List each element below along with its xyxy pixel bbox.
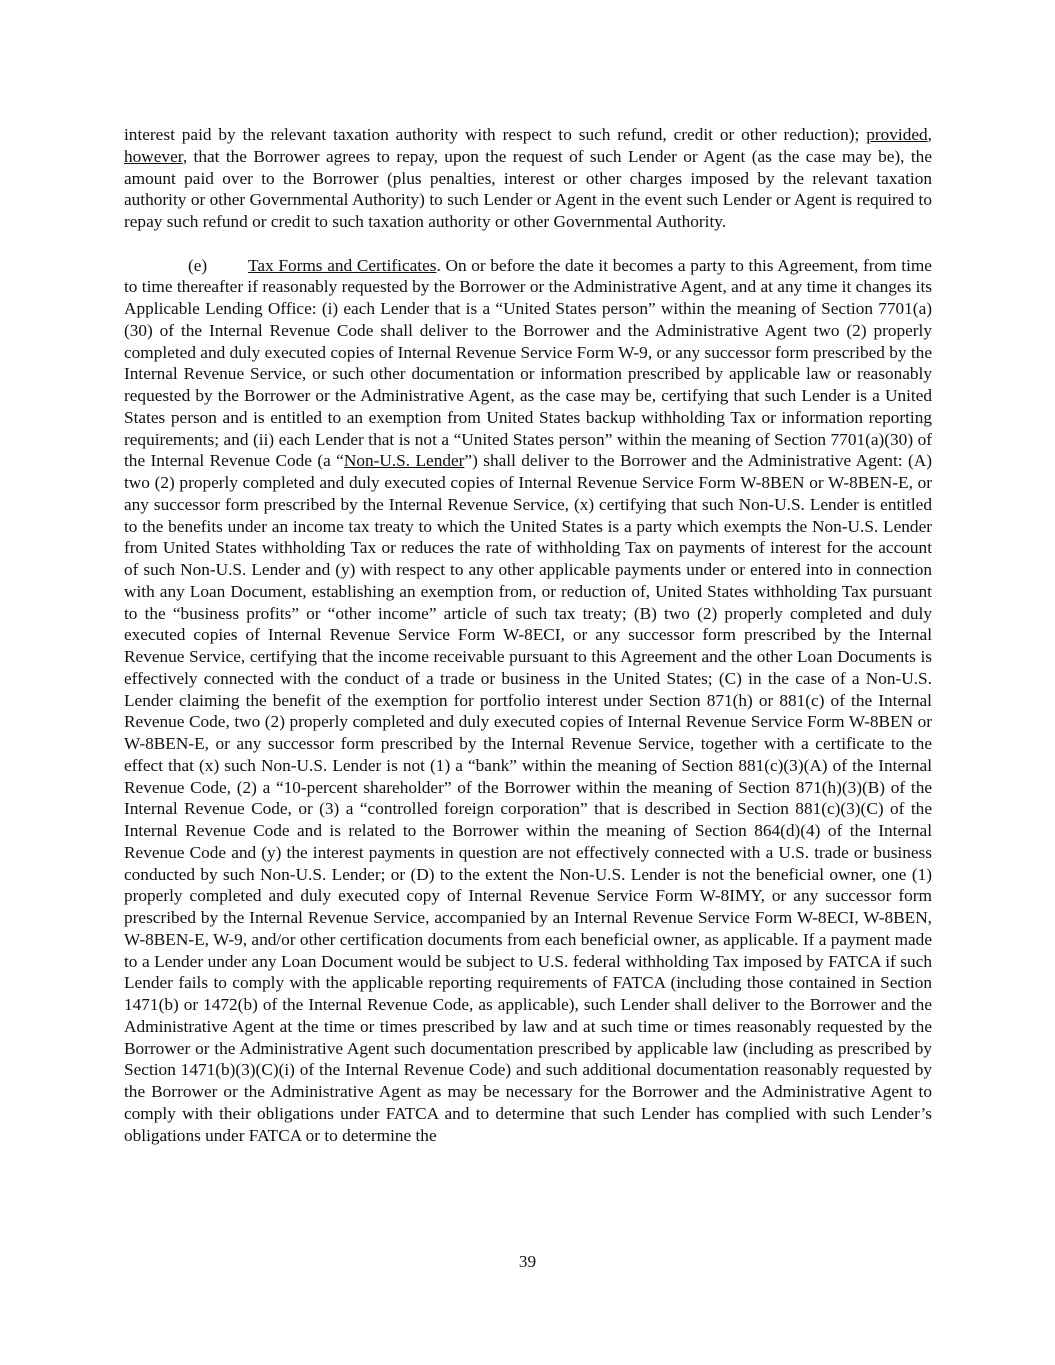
provided-term: provided	[866, 125, 928, 144]
continued-paragraph	[124, 124, 932, 233]
page-number: 39	[518, 1252, 537, 1271]
section-e-heading: Tax Forms and Certificates	[248, 255, 437, 275]
section-e-text-1: . On or before the date it becomes a party to this Agreement, from time to time thereafter if reasonably requested by the Borrower or the Administrative Agent, and at any time it changes its Applicable Lending Office: (i) each Lender that is a “United States person” within the meaning of Section 7701(a)(30) of the Internal Revenue Code shall deliver to the Borrower and the Administrative Agent two (2) properly completed and duly executed copies of Internal Revenue Service Form W-9, or any successor form prescribed by the Internal Revenue Service, or such other documentation or information prescribed by applicable law or reasonably requested by the Borrower or the Administrative Agent, as the case may be, certifying that such Lender is a United States person and is entitled to an exemption from United States backup withholding Tax or information reporting requirements; and (ii) each Lender that is not a “United States person” within the meaning of Section 7701(a)(30) of the Internal Revenue Code (a “	[124, 255, 932, 471]
continued-text-1: interest paid by the relevant taxation authority with respect to such refund, credit or other reduction);	[124, 125, 867, 144]
section-e-enumerator: (e)	[188, 255, 208, 275]
section-e-text-2: ”) shall deliver to the Borrower and the Administrative Agent: (A) two (2) properly completed and duly executed copies of Internal Revenue Service Form W-8BEN or W-8BEN-E, or any successor form prescribed by the Internal Revenue Service, (x) certifying that such Non-U.S. Lender is entitled to the benefits under an income tax treaty to which the United States is a party which exempts the Non-U.S. Lender from United States withholding Tax or reduces the rate of withholding Tax on payments of interest for the account of such Non-U.S. Lender and (y) with respect to any other applicable payments under or entered into in connection with any Loan Document, establishing an exemption from, or reduction of, United States withholding Tax pursuant to the “business profits” or “other income” article of such tax treaty; (B) two (2) properly completed and duly executed copies of Internal Revenue Service Form W-8ECI, or any successor form prescribed by the Internal Revenue Service, certifying that the income receivable pursuant to this Agreement and the other Loan Documents is effectively connected with the conduct of a trade or business in the United States; (C) in the case of a Non-U.S. Lender claiming the benefit of the exemption for portfolio interest under Section 871(h) or 881(c) of the Internal Revenue Code, two (2) properly completed and duly executed copies of Internal Revenue Service Form W-8BEN or W-8BEN-E, or any successor form prescribed by the Internal Revenue Service, together with a certificate to the effect that (x) such Non-U.S. Lender is not (1) a “bank” within the meaning of Section 881(c)(3)(A) of the Internal Revenue Code, (2) a “10-percent shareholder” of the Borrower within the meaning of Section 871(h)(3)(B) of the Internal Revenue Code, or (3) a “controlled foreign corporation” that is described in Section 881(c)(3)(C) of the Internal Revenue Code and is related to the Borrower within the meaning of Section 864(d)(4) of the Internal Revenue Code and (y) the interest payments in question are not effectively connected with a U.S. trade or business conducted by such Non-U.S. Lender; or (D) to the extent the Non-U.S. Lender is not the beneficial owner, one (1) properly completed and duly executed copy of Internal Revenue Service Form W-8IMY, or any successor form prescribed by the Internal Revenue Service, accompanied by an Internal Revenue Service Form W-8ECI, W-8BEN, W-8BEN-E, W-9, and/or other certification documents from each beneficial owner, as applicable. If a payment made to a Lender under any Loan Document would be subject to U.S. federal withholding Tax imposed by FATCA if such Lender fails to comply with the applicable reporting requirements of FATCA (including those contained in Section 1471(b) or 1472(b) of the Internal Revenue Code, as applicable), such Lender shall deliver to the Borrower and the Administrative Agent at the time or times prescribed by law and at such time or times reasonably requested by the Borrower or the Administrative Agent such documentation prescribed by applicable law (including as prescribed by Section 1471(b)(3)(C)(i) of the Internal Revenue Code) and such additional documentation reasonably requested by the Borrower or the Administrative Agent as may be necessary for the Borrower and the Administrative Agent to comply with their obligations under FATCA and to determine that such Lender has complied with such Lender’s obligations under FATCA or to determine the	[124, 451, 932, 1145]
continued-text-2: , that the Borrower agrees to repay, upon the request of such Lender or Agent (as the case may be), the amount paid over to the Borrower (plus penalties, interest or other charges imposed by the relevant taxation authority or other Governmental Authority) to such Lender or Agent in the event such Lender or Agent is required to repay such refund or credit to such taxation authority or other Governmental Authority.	[124, 146, 932, 231]
term-separator: ,	[927, 125, 932, 144]
defined-term-non-us-lender: Non-U.S. Lender	[343, 451, 465, 471]
section-e-paragraph	[124, 255, 932, 1147]
however-term: however	[124, 146, 183, 166]
document-page	[124, 124, 932, 1146]
